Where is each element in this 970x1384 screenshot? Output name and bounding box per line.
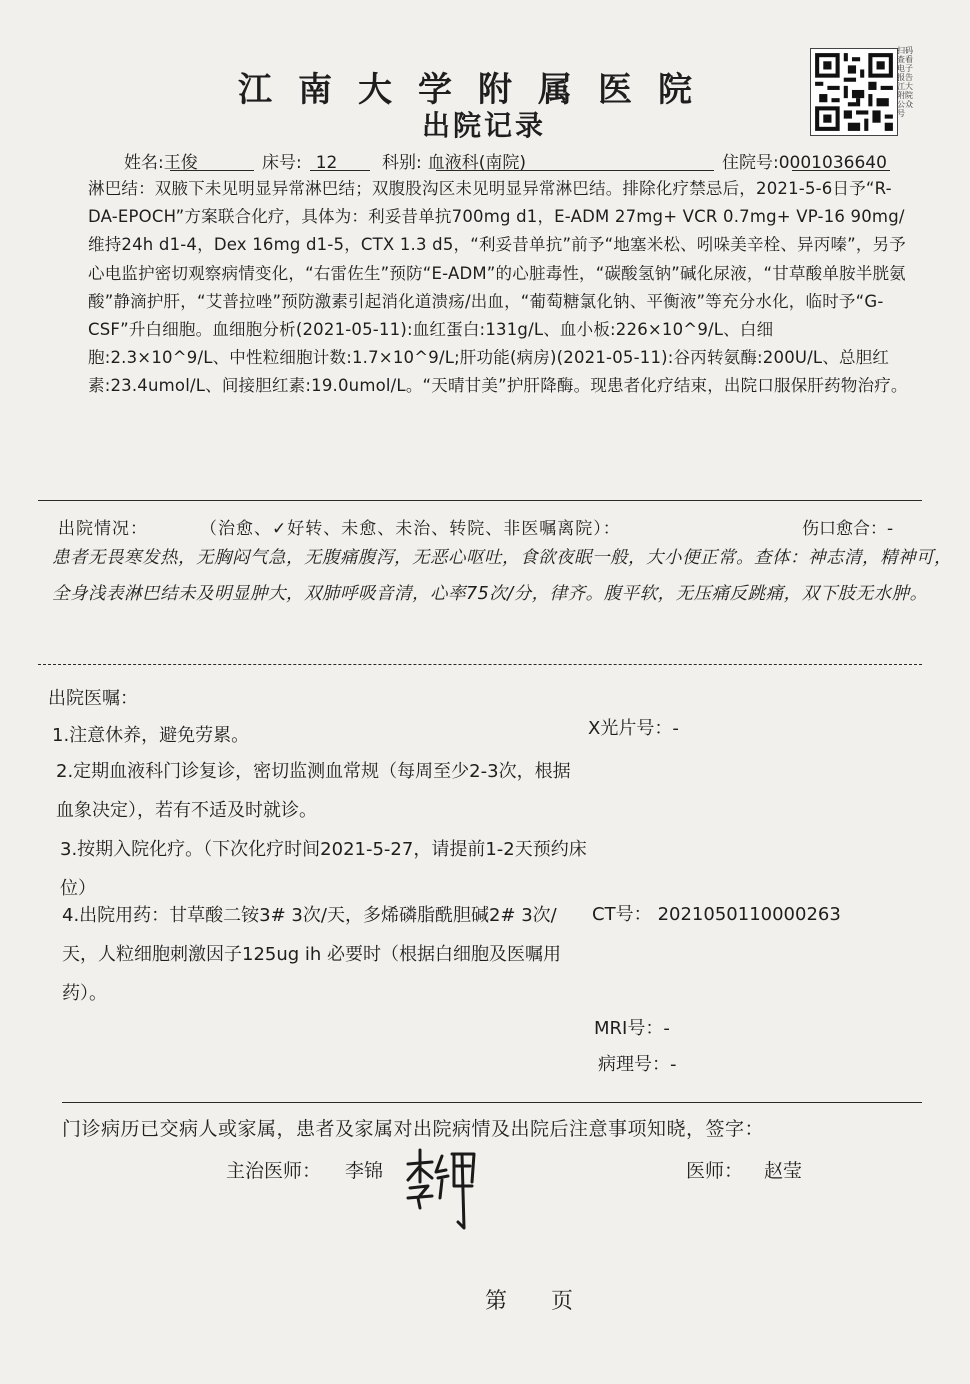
dashed-divider (38, 664, 922, 665)
hospital-name: 江南大学附属医院 (238, 70, 718, 110)
qr-side-text: 扫码查看电子报告江大附院公众号 (897, 46, 913, 118)
pathology-value: - (670, 1054, 677, 1075)
qr-code-icon (810, 48, 898, 136)
record-title: 出院记录 (422, 109, 547, 142)
page-number: 第页 (485, 1289, 618, 1314)
bed-underline (310, 170, 370, 171)
physician-name: 赵莹 (764, 1160, 803, 1182)
notice-text: 门诊病历已交病人或家属，患者及家属对出院病情及出院后注意事项知晓，签字： (62, 1118, 765, 1140)
order-item-3: 3.按期入院化疗。（下次化疗时间2021-5-27，请提前1-2天预约床位） (60, 839, 587, 899)
divider-line (38, 500, 922, 501)
order-item-4: 4.出院用药：甘草酸二铵3# 3次/天，多烯磷脂酰胆碱2# 3次/天，人粒细胞刺激因子125ug ih 必要时（根据白细胞及医嘱用药）。 (62, 905, 562, 1004)
name-value: 王俊 (163, 153, 198, 173)
pathology-field (598, 1050, 677, 1076)
pathology-label: 病理号： (598, 1054, 670, 1075)
wound-value: - (887, 519, 894, 539)
ct-label: CT号： (592, 904, 652, 925)
wound-healing-field (802, 514, 893, 539)
wound-label: 伤口愈合： (802, 519, 887, 539)
order-item-1: 1.注意休养，避免劳累。 (52, 725, 250, 746)
ct-field (592, 900, 841, 926)
admission-no-underline (792, 170, 890, 171)
name-underline (170, 170, 254, 171)
admission-no-label: 住院号: (722, 153, 779, 173)
footer-divider (62, 1102, 922, 1103)
discharge-status-options: （治愈、✓好转、未愈、未治、转院、非医嘱离院）： (200, 519, 621, 539)
discharge-orders-title: 出院医嘱： (48, 688, 138, 709)
mri-value: - (663, 1018, 670, 1039)
mri-field (594, 1014, 670, 1040)
discharge-status-label: 出院情况： (58, 519, 148, 539)
xray-label: X光片号： (588, 718, 673, 739)
xray-value: - (672, 718, 679, 739)
physician-label: 医师： (686, 1160, 744, 1182)
ct-value: 2021050110000263 (657, 904, 841, 925)
dept-label: 科别: (382, 153, 422, 173)
xray-field (588, 714, 679, 740)
treatment-course-text: 淋巴结：双腋下未见明显异常淋巴结；双腹股沟区未见明显异常淋巴结。排除化疗禁忌后，2021-5-6日予“R-DA-EPOCH”方案联合化疗，具体为：利妥昔单抗700mg d1，E-ADM 27mg+ VCR 0.7mg+ VP-16 90mg/维持24h d1-4，Dex 16mg d1-5，CTX 1.3 d5，“利妥昔单抗”前予“地塞米松、吲哚美辛栓、异丙嗪”，另予心电监护密切观察病情变化，“右雷佐生”预防“E-ADM”的心脏毒性，“碳酸氢钠”碱化尿液，“甘草酸单胺半胱氨酸”静滴护肝，“艾普拉唑”预防激素引起消化道溃疡/出血，“葡萄糖氯化钠、平衡液”等充分水化，临时予“G-CSF”升白细胞。血细胞分析(2021-05-11):血红蛋白:131g/L、血小板:226×10^9/L、白细胞:2.3×10^9/L、中性粒细胞计数:1.7×10^9/L;肝功能(病房)(2021-05-11):谷丙转氨酶:200U/L、总胆红素:23.4umol/L、间接胆红素:19.0umol/L。“天晴甘美”护肝降酶。现患者化疗结束，出院口服保肝药物治疗。 (88, 179, 908, 396)
bed-value: 12 (315, 153, 338, 173)
attending-label: 主治医师： (226, 1160, 322, 1182)
bed-label: 床号: (262, 153, 302, 173)
attending-name: 李锦 (345, 1160, 384, 1182)
dept-underline (436, 170, 714, 171)
admission-no-value: 0001036640 (778, 153, 887, 173)
dept-value: 血液科(南院) (427, 153, 526, 173)
mri-label: MRI号： (594, 1018, 664, 1039)
discharge-status-text: 患者无畏寒发热，无胸闷气急，无腹痛腹泻，无恶心呕吐，食欲夜眠一般，大小便正常。查体：神志清，精神可，全身浅表淋巴结未及明显肿大，双肺呼吸音清，心率75次/分，律齐。腹平软，无压痛反跳痛，双下肢无水肿。 (52, 548, 952, 604)
order-item-2: 2.定期血液科门诊复诊，密切监测血常规（每周至少2-3次，根据血象决定），若有不适及时就诊。 (56, 761, 571, 821)
handwritten-signature-icon (402, 1142, 482, 1234)
name-label: 姓名: (124, 153, 164, 173)
